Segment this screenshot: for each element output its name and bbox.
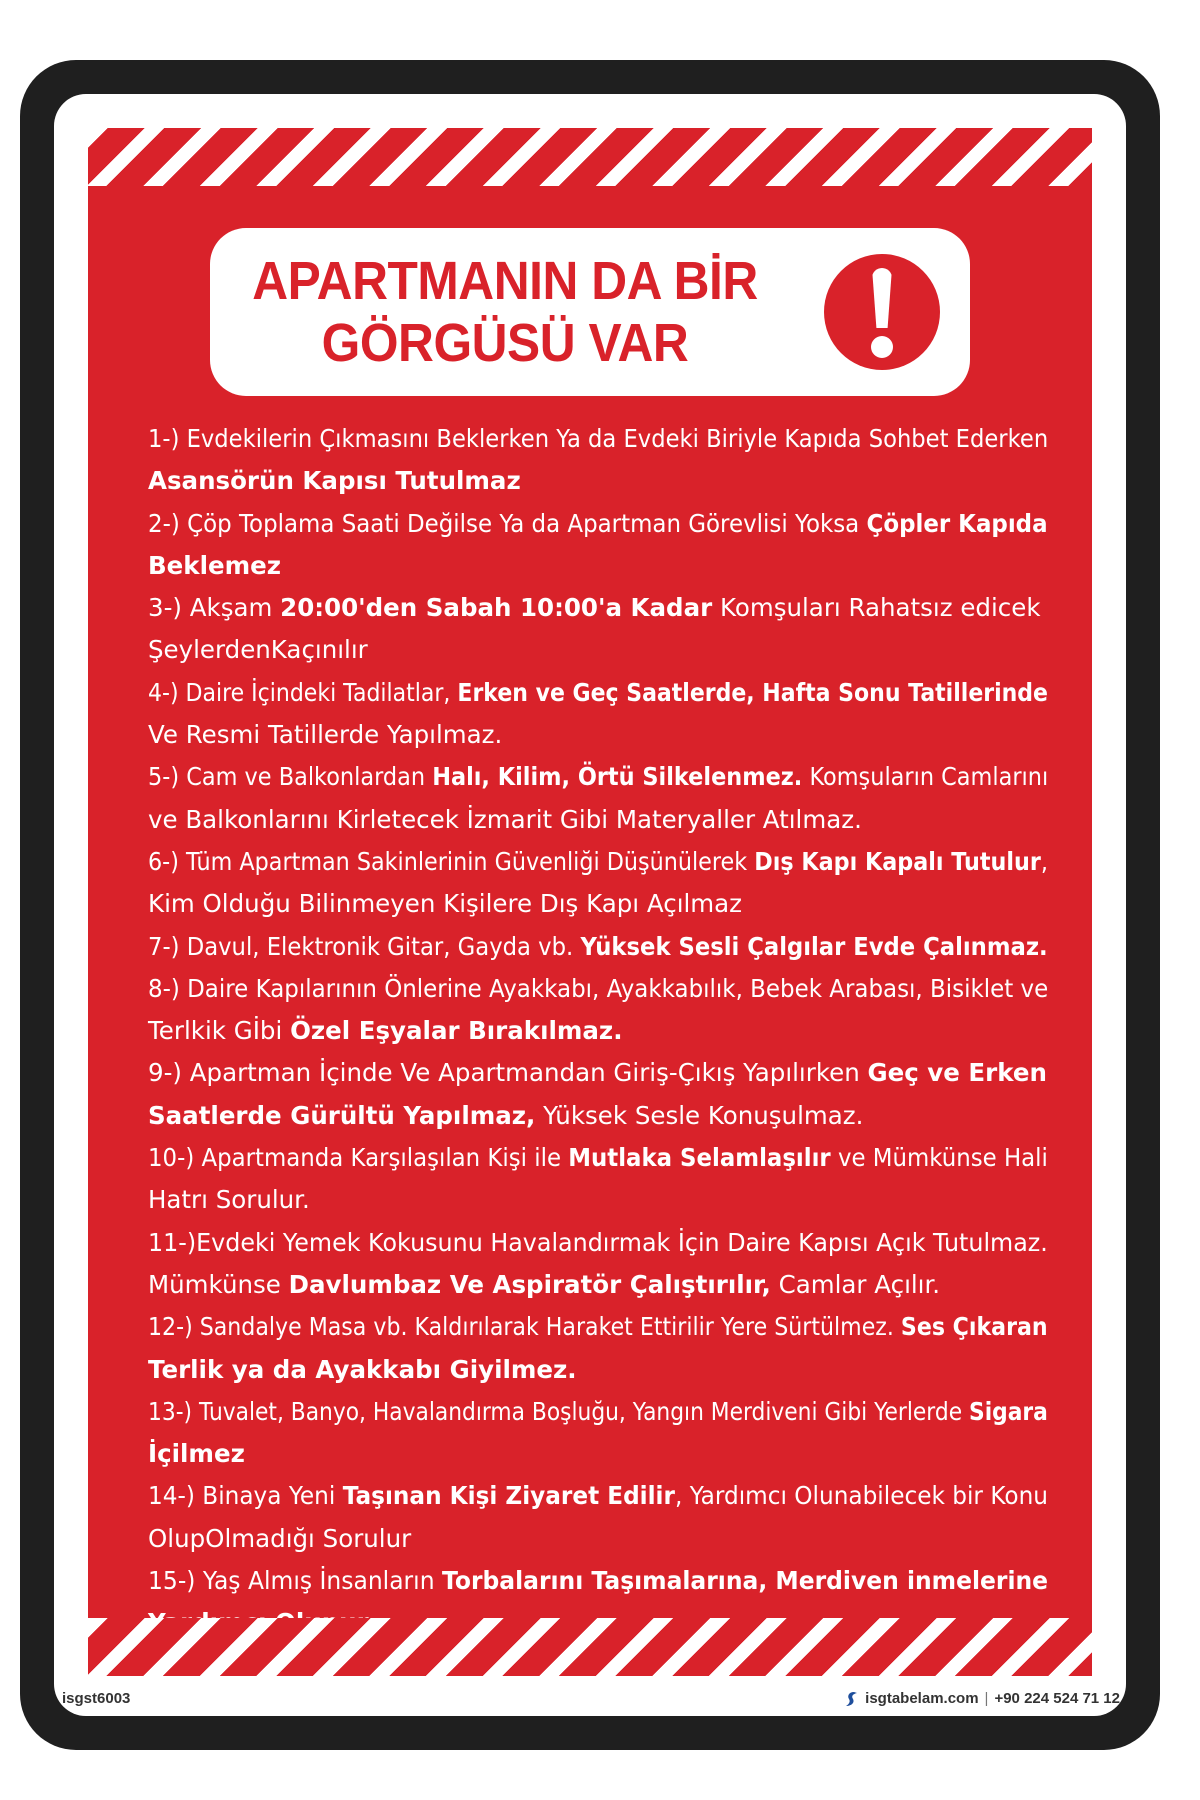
rule-line xyxy=(148,1179,1048,1221)
rule-line xyxy=(148,756,1049,798)
rule-text: 6-) Tüm Apartman Sakinlerinin Güvenliği Düşünülerek xyxy=(148,846,755,876)
rule-text: 13-) Tuvalet, Banyo, Havalandırma Boşluğu, Yangın Merdiveni Gibi Yerlerde xyxy=(148,1396,970,1426)
rule-line xyxy=(148,1306,1048,1348)
rule-text-bold: Taşınan Kişi Ziyaret Edilir xyxy=(342,1481,675,1511)
sign-panel xyxy=(88,128,1092,1676)
hazard-stripes-bottom xyxy=(88,1618,1092,1676)
rule-text-bold: Erken ve Geç Saatlerde, Hafta Sonu Tatillerinde xyxy=(457,677,1048,707)
rule-text-bold: Halı, Kilim, Örtü Silkelenmez. xyxy=(432,762,803,792)
website-text: isgtabelam.com xyxy=(865,1690,979,1707)
rule-text: Hatrı Sorulur. xyxy=(148,1185,310,1215)
rule-line xyxy=(148,460,1048,502)
rule-text: , Yardımcı Olunabilecek bir Konu xyxy=(674,1481,1048,1511)
rule-text: Camlar Açılır. xyxy=(770,1269,941,1299)
rule-text-bold: Sigara xyxy=(969,1396,1048,1426)
rule-text-bold: Çöpler Kapıda xyxy=(866,508,1048,538)
rule-text-bold: Beklemez xyxy=(148,550,282,580)
rule-text-bold: Geç ve Erken xyxy=(867,1058,1047,1088)
rule-text: OlupOlmadığı Sorulur xyxy=(148,1523,412,1553)
rule-text: 11-)Evdeki Yemek Kokusunu Havalandırmak İçin Daire Kapısı Açık Tutulmaz. xyxy=(148,1227,1048,1257)
rule-line xyxy=(148,418,1049,460)
rule-text: 3-) Akşam xyxy=(148,593,281,623)
product-code: isgst6003 xyxy=(62,1690,131,1707)
rule-text: 9-) Apartman İçinde Ve Apartmandan Giriş-Çıkış Yapılırken xyxy=(148,1058,868,1088)
rule-line xyxy=(148,1052,1048,1094)
rule-text-bold: Mutlaka Selamlaşılır xyxy=(568,1143,831,1173)
rule-line xyxy=(148,1518,1048,1560)
rule-text-bold: Davlumbaz Ve Aspiratör Çalıştırılır, xyxy=(288,1269,771,1299)
sign-inner-border xyxy=(54,94,1126,1716)
rule-text-bold: Yüksek Sesli Çalgılar Evde Çalınmaz. xyxy=(580,931,1048,961)
rule-line xyxy=(148,1137,1048,1179)
rule-text: ve Mümkünse Hali xyxy=(830,1143,1048,1173)
rule-text: Yüksek Sesle Konuşulmaz. xyxy=(535,1100,864,1130)
rule-line xyxy=(148,799,1048,841)
rule-line xyxy=(148,1264,1048,1306)
rule-text: 15-) Yaş Almış İnsanların xyxy=(148,1566,442,1596)
rule-text: ve Balkonlarını Kirletecek İzmarit Gibi Materyaller Atılmaz. xyxy=(148,804,862,834)
isgtabelam-logo-icon xyxy=(845,1691,859,1707)
rule-text: 12-) Sandalye Masa vb. Kaldırılarak Haraket Ettirilir Yere Sürtülmez. xyxy=(148,1312,901,1342)
rule-text-bold: Terlik ya da Ayakkabı Giyilmez. xyxy=(148,1354,577,1384)
hazard-stripes-top xyxy=(88,128,1092,186)
rule-text: 8-) Daire Kapılarının Önlerine Ayakkabı, Ayakkabılık, Bebek Arabası, Bisiklet ve xyxy=(148,973,1049,1003)
exclamation-bar xyxy=(872,268,892,328)
rule-text: 14-) Binaya Yeni xyxy=(148,1481,343,1511)
rule-line xyxy=(148,926,1048,968)
rule-text: Terlkik Gİbi xyxy=(148,1016,291,1046)
rule-text: ŞeylerdenKaçınılır xyxy=(148,635,368,665)
footer-separator: | xyxy=(984,1690,989,1707)
rule-text-bold: Asansörün Kapısı Tutulmaz xyxy=(148,466,521,496)
rule-line xyxy=(148,1560,1049,1602)
rule-line xyxy=(148,1475,1048,1517)
sign-frame xyxy=(20,60,1160,1750)
rule-text: Komşuları Rahatsız edicek xyxy=(712,593,1041,623)
rule-line xyxy=(148,545,1048,587)
title-box xyxy=(210,228,970,396)
rule-text: Komşuların Camlarını xyxy=(802,762,1049,792)
sign-title-line-1: APARTMANIN DA BİR xyxy=(252,251,758,311)
rule-text-bold: Saatlerde Gürültü Yapılmaz, xyxy=(148,1100,536,1130)
rules-list xyxy=(148,418,1048,1645)
rule-text-bold: Dış Kapı Kapalı Tutulur xyxy=(754,846,1041,876)
rule-text-bold: Özel Eşyalar Bırakılmaz. xyxy=(290,1016,623,1046)
rule-text-bold: 20:00'den Sabah 10:00'a Kadar xyxy=(280,593,713,623)
rule-line xyxy=(148,1433,1048,1475)
rule-text-bold: İçilmez xyxy=(148,1439,245,1469)
rule-text: Mümkünse xyxy=(148,1269,289,1299)
rule-line xyxy=(148,1349,1048,1391)
rule-text-bold: Torbalarını Taşımalarına, Merdiven inmelerine xyxy=(441,1566,1049,1596)
sign-title-line-2: GÖRGÜSÜ VAR xyxy=(321,313,689,373)
rule-text: 1-) Evdekilerin Çıkmasını Beklerken Ya da Evdeki Biriyle Kapıda Sohbet Ederken xyxy=(148,424,1049,453)
rule-line xyxy=(148,672,1048,714)
rule-text: 7-) Davul, Elektronik Gitar, Gayda vb. xyxy=(148,931,581,961)
rule-line xyxy=(148,968,1049,1010)
rule-line xyxy=(148,587,1048,629)
rule-text: , xyxy=(1040,846,1048,876)
rule-line xyxy=(148,503,1048,545)
exclamation-dot xyxy=(871,336,893,358)
rule-line xyxy=(148,1010,1048,1052)
rule-text: 5-) Cam ve Balkonlardan xyxy=(148,762,433,792)
rule-text: Kim Olduğu Bilinmeyen Kişilere Dış Kapı Açılmaz xyxy=(148,889,743,919)
rule-text-bold: Ses Çıkaran xyxy=(900,1312,1048,1342)
rule-line xyxy=(148,1222,1048,1264)
exclamation-circle-icon xyxy=(824,254,940,370)
footer-contact xyxy=(845,1690,1120,1707)
phone-number: +90 224 524 71 12 xyxy=(994,1690,1120,1707)
rule-text: 10-) Apartmanda Karşılaşılan Kişi ile xyxy=(148,1143,569,1173)
rule-line xyxy=(148,841,1048,883)
rule-line xyxy=(148,1391,1048,1433)
rule-line xyxy=(148,883,1048,925)
rule-line xyxy=(148,1095,1048,1137)
rule-text: 2-) Çöp Toplama Saati Değilse Ya da Apartman Görevlisi Yoksa xyxy=(148,508,867,538)
rule-text: Ve Resmi Tatillerde Yapılmaz. xyxy=(148,720,503,750)
rule-line xyxy=(148,629,1048,671)
rule-text: 4-) Daire İçindeki Tadilatlar, xyxy=(148,677,458,707)
sign-title xyxy=(234,250,777,374)
rule-line xyxy=(148,714,1048,756)
